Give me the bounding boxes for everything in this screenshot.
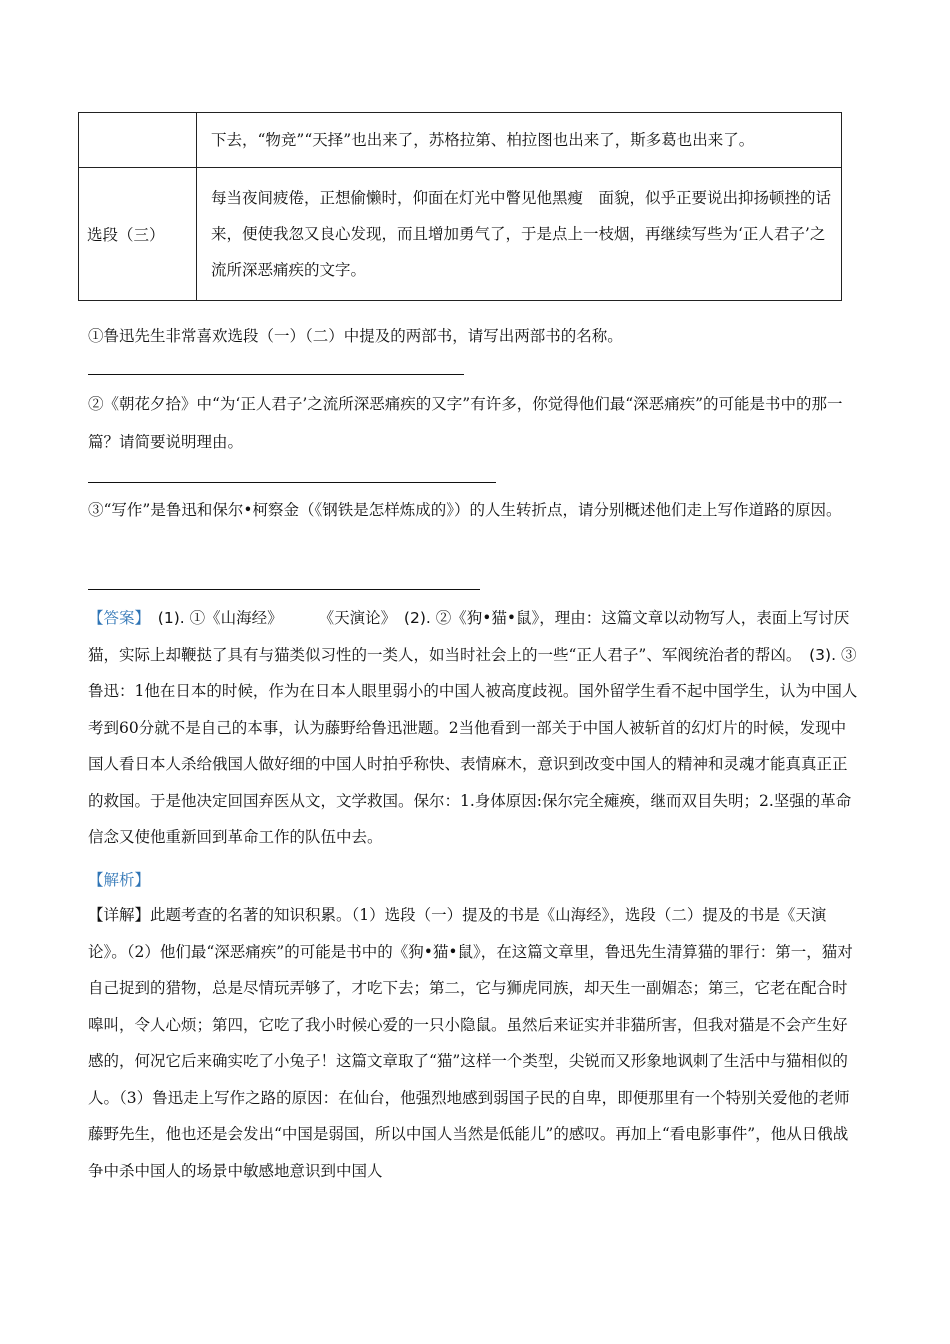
- answer-tag: 【答案】: [88, 609, 143, 627]
- answer-number: (2).: [403, 609, 431, 627]
- analysis-paragraph: [88, 897, 860, 1189]
- analysis-tag: 【解析】: [88, 871, 151, 889]
- table-row-text: 每当夜间疲倦，正想偷懒时，仰面在灯光中瞥见他黑瘦 面貌，似乎正要说出抑扬顿挫的话来，便使我忽又良心发现，而且增加勇气了，于是点上一枝烟，再继续写些为‘正人君子’之流所深恶痛疾的文字。: [197, 168, 842, 301]
- table-row-label: [79, 113, 197, 168]
- detail-tag: 【详解】: [88, 906, 151, 924]
- table-row-text: 下去，“物竞”“天择”也出来了，苏格拉第、柏拉图也出来了，斯多葛也出来了。: [197, 113, 842, 168]
- table-row: [79, 113, 842, 168]
- answer-paragraph: [88, 600, 860, 856]
- question-3: ③“写作”是鲁迅和保尔•柯察金（《钢铁是怎样炼成的》）的人生转折点，请分别概述他们走上写作道路的原因。: [88, 501, 842, 519]
- answer-part: ③ 鲁迅：1他在日本的时候，作为在日本人眼里弱小的中国人被高度歧视。国外留学生看不起中国学生，认为中国人考到60分就不是自己的本事，认为藤野给鲁迅泄题。2当他看到一部关于中国人被斩首的幻灯片的时候，发现中国人看日本人杀给俄国人做好细的中国人时拍乎称快、表情麻木，意识到改变中国人的精神和灵魂才能真真正正的救国。于是他决定回国弃医从文，文学救国。保尔：1.身体原因:保尔完全瘫痪，继而双目失明；2.坚强的革命信念又使他重新回到革命工作的队伍中去。: [88, 645, 858, 846]
- question-2: ②《朝花夕拾》中“为‘正人君子’之流所深恶痛疾的又字”有许多，你觉得他们最“深恶痛疾”的可能是书中的那一篇？请简要说明理由。: [88, 395, 843, 451]
- answer-blank-line: [88, 589, 480, 590]
- answer-blank-line: [88, 374, 464, 375]
- question-1: ①鲁迅先生非常喜欢选段（一）（二）中提及的两部书，请写出两部书的名称。: [88, 327, 623, 345]
- analysis-text: 此题考查的名著的知识积累。（1）选段（一）提及的书是《山海经》，选段（二）提及的书是《天演论》。（2）他们最“深恶痛疾”的可能是书中的《狗•猫•鼠》，在这篇文章里，鲁迅先生清算猫的罪行：第一，猫对自己捉到的猎物，总是尽情玩弄够了，才吃下去；第二，它与狮虎同族，却天生一副媚态；第三，它老在配合时嗥叫，令人心烦；第四，它吃了我小时候心爱的一只小隐鼠。虽然后来证实并非猫所害，但我对猫是不会产生好感的，何况它后来确实吃了小兔子！这篇文章取了“猫”这样一个类型，尖锐而又形象地讽刺了生活中与猫相似的人。（3）鲁迅走上写作之路的原因：在仙台，他强烈地感到弱国子民的自卑，即便那里有一个特别关爱他的老师藤野先生，他也还是会发出“中国是弱国，所以中国人当然是低能儿”的感叹。再加上“看电影事件”，他从日俄战争中杀中国人的场景中敏感地意识到中国人: [88, 906, 853, 1180]
- answer-blank-line: [88, 482, 496, 483]
- answer-part: ②《狗•猫•鼠》，理由：这篇文章以动物写人，表面上写讨厌猫，实际上却鞭挞了具有与猫类似习性的一类人，如当时社会上的一些“正人君子”、军阀统治者的帮凶。: [88, 609, 850, 664]
- analysis-heading: [88, 862, 860, 899]
- table-row: [79, 168, 842, 301]
- answer-part: ①《山海经》: [189, 609, 283, 627]
- answer-part: 《天演论》: [318, 609, 389, 627]
- excerpt-table: [78, 112, 842, 301]
- answer-number: (3).: [809, 645, 837, 664]
- answer-number: (1).: [157, 609, 185, 627]
- table-row-label: 选段（三）: [79, 168, 197, 301]
